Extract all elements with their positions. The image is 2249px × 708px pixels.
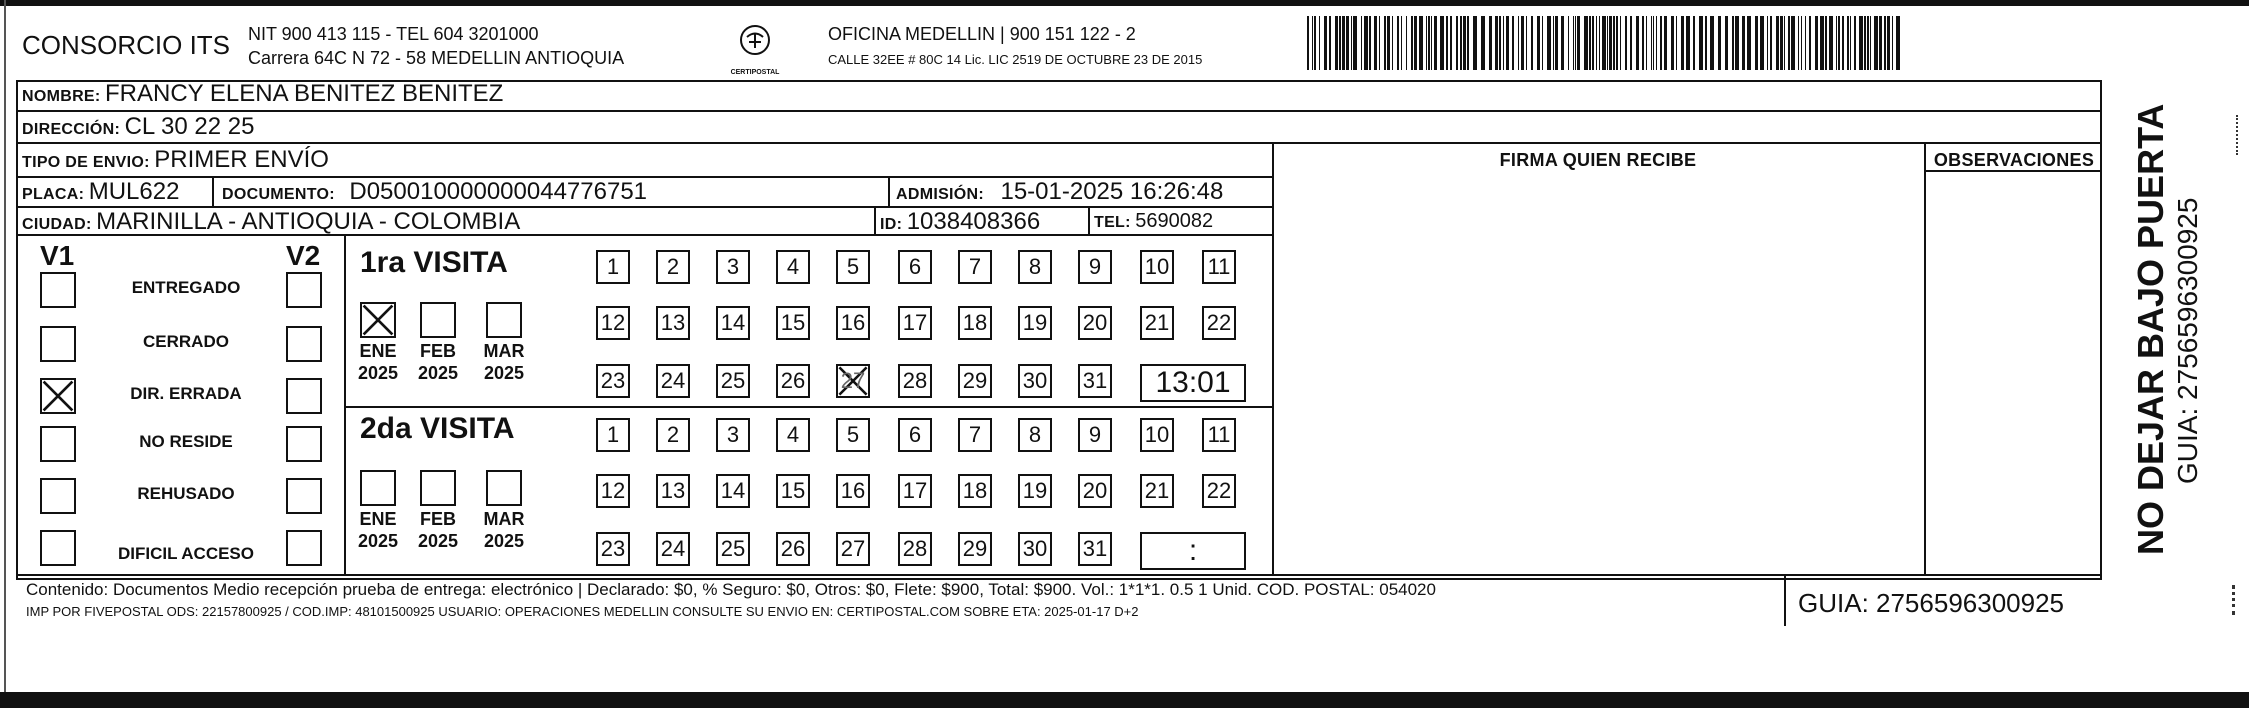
office-line: OFICINA MEDELLIN | 900 151 122 - 2 [828,24,1136,44]
side-mark [2236,115,2244,155]
direccion-row [22,113,254,141]
documento-field [222,178,647,206]
day-box[interactable]: 19 [1018,306,1052,340]
row-line [16,142,2102,144]
barcode-bar [1829,16,1833,70]
day-box[interactable]: 14 [716,474,750,508]
barcode-bar [1870,16,1871,70]
barcode-bar [1463,16,1466,70]
barcode-bar [1392,16,1393,70]
barcode-bar [1401,16,1402,70]
day-box[interactable]: 4 [776,250,810,284]
barcode-bar [1892,16,1893,70]
certipostal-logo [725,22,785,76]
observaciones-label: OBSERVACIONES [1933,150,2095,170]
barcode-bar [1361,16,1362,70]
barcode-bar [1791,16,1795,70]
barcode-bar [1351,16,1352,70]
barcode-bar [1575,16,1576,70]
barcode-bar [1770,16,1772,70]
barcode-bar [1426,16,1427,70]
barcode-bar [1653,16,1654,70]
barcode-bar [1596,16,1597,70]
day-box[interactable]: 9 [1078,250,1112,284]
v2-checkbox[interactable] [286,326,322,362]
barcode-bar [1419,16,1423,70]
status-label: REHUSADO [137,484,235,503]
barcode-bar [1460,16,1462,70]
month-label [414,340,462,384]
status-label: DIFICIL ACCESO [117,544,254,563]
id-label: ID: [880,216,903,233]
month-name: ENE [359,509,397,529]
ciudad-label: CIUDAD: [22,216,92,233]
barcode-bar [1473,16,1477,70]
barcode-bar [1887,16,1890,70]
admision-field [896,178,1223,206]
barcode-bar [1584,16,1588,70]
barcode-bar [1815,16,1818,70]
barcode-bar [1664,16,1667,70]
barcode-bar [1874,16,1878,70]
nombre-label: NOMBRE: [22,88,101,105]
time-field[interactable]: 13:01 [1140,364,1246,402]
barcode-bar [1592,16,1594,70]
barcode-bar [1481,16,1485,70]
day-box[interactable]: 16 [836,306,870,340]
day-box[interactable]: 25 [716,364,750,398]
barcode-bar [1718,16,1721,70]
day-box[interactable]: 1 [596,418,630,452]
day-box[interactable]: 20 [1078,474,1112,508]
day-box[interactable]: 3 [716,418,750,452]
barcode-bar [1607,16,1608,70]
col-line [874,206,876,234]
month-year: 2025 [357,363,399,383]
placa-label: PLACA: [22,186,85,203]
barcode-bar [1314,16,1316,70]
check-mark-icon [40,378,76,419]
month-checkbox[interactable] [486,302,522,338]
tipo-envio-value: PRIMER ENVÍO [154,146,329,173]
month-checkbox[interactable] [486,470,522,506]
barcode-bar [1602,16,1606,70]
day-box[interactable]: 5 [836,250,870,284]
barcode-bar [1374,16,1377,70]
barcode-bar [1798,16,1799,70]
barcode-bar [1542,16,1543,70]
barcode-bar [1879,16,1882,70]
v1-checkbox[interactable] [40,272,76,308]
documento-value: D050010000000044776751 [349,178,648,205]
barcode-bar [1776,16,1779,70]
barcode-bar [1450,16,1452,70]
imp-line: IMP POR FIVEPOSTAL ODS: 22157800925 / COD.IMP: 48101500925 USUARIO: OPERACIONES MEDELLIN CONSULTE SU ENVIO EN: CERTIPOSTAL.COM SOBRE ETA: 2025-01-17 D+2 [26,604,1139,619]
barcode-bar [1859,16,1863,70]
barcode-bar [1467,16,1469,70]
day-box[interactable]: 11 [1202,250,1236,284]
barcode-bar [1847,16,1849,70]
barcode-bar [1896,16,1900,70]
barcode-bar [1456,16,1458,70]
barcode-bar [1384,16,1386,70]
month-label [354,340,402,384]
barcode-bar [1555,16,1558,70]
day-box[interactable]: 15 [776,474,810,508]
day-box[interactable]: 27 [836,364,870,398]
barcode-bar [1353,16,1357,70]
day-box[interactable]: 23 [596,532,630,566]
bottom-edge-band [0,692,2249,708]
barcode-bar [1630,16,1632,70]
barcode-bar [1836,16,1837,70]
day-box[interactable]: 12 [596,474,630,508]
barcode-bar [1577,16,1580,70]
check-mark-icon [360,302,396,343]
day-box[interactable]: 17 [898,306,932,340]
day-box[interactable]: 8 [1018,418,1052,452]
month-name: ENE [359,341,397,361]
month-name: FEB [420,341,456,361]
status-label: DIR. ERRADA [130,384,242,403]
barcode-bar [1854,16,1856,70]
day-box[interactable]: 28 [898,364,932,398]
day-box[interactable]: 5 [836,418,870,452]
first-visit-title: 1ra VISITA [360,246,508,279]
barcode-bar [1676,16,1677,70]
barcode-bar [1414,16,1417,70]
tel-field [1094,210,1213,233]
day-box[interactable]: 13 [656,474,690,508]
day-box[interactable]: 15 [776,306,810,340]
tipo-envio-row [22,146,329,174]
id-field [880,208,1040,236]
day-box[interactable]: 12 [596,306,630,340]
v1-checkbox[interactable] [40,326,76,362]
barcode-bar [1699,16,1703,70]
barcode-bar [1573,16,1574,70]
month-name: MAR [483,509,525,529]
month-label [480,508,528,552]
barcode-bar [1642,16,1644,70]
barcode-bar [1506,16,1509,70]
top-edge-band [0,0,2249,6]
barcode-bar [1339,16,1341,70]
barcode-bar [1319,16,1320,70]
barcode-bar [1553,16,1554,70]
barcode-bar [1725,16,1728,70]
month-checkbox[interactable] [420,302,456,338]
barcode-bar [1518,16,1519,70]
month-checkbox[interactable] [420,470,456,506]
barcode-bar [1867,16,1869,70]
guia-vertical: GUIA: 2756596300925 [2172,197,2203,484]
day-box[interactable]: 10 [1140,418,1174,452]
day-box[interactable]: 4 [776,418,810,452]
day-box[interactable]: 31 [1078,532,1112,566]
barcode-bar [1710,16,1714,70]
second-visit-title: 2da VISITA [360,412,515,445]
firma-label: FIRMA QUIEN RECIBE [1499,150,1697,170]
id-value: 1038408366 [906,208,1041,235]
month-year: 2025 [483,531,525,551]
barcode-bar [1342,16,1345,70]
barcode-bar [1503,16,1504,70]
barcode-bar [1747,16,1751,70]
status-label: CERRADO [143,332,229,351]
v1-checkbox[interactable] [40,426,76,462]
day-box[interactable]: 14 [716,306,750,340]
day-box[interactable]: 1 [596,250,630,284]
col-line [1784,574,1786,626]
no-dejar-notice: NO DEJAR BAJO PUERTA [2130,103,2171,555]
month-name: MAR [483,341,525,361]
v1-header: V1 [40,240,75,271]
barcode-bar [1329,16,1331,70]
side-mark [2232,585,2245,615]
day-box[interactable]: 2 [656,418,690,452]
admision-label: ADMISIÓN: [896,186,985,203]
barcode-bar [1693,16,1695,70]
v1-checkbox[interactable] [40,478,76,514]
barcode-bar [1625,16,1627,70]
barcode-bar [1732,16,1734,70]
barcode-bar [1842,16,1844,70]
day-box[interactable]: 21 [1140,474,1174,508]
barcode-bar [1705,16,1707,70]
barcode-bar [1312,16,1313,70]
company-name: CONSORCIO ITS [22,30,231,60]
barcode-bar [1780,16,1783,70]
v2-header: V2 [286,240,321,271]
day-box[interactable]: 8 [1018,250,1052,284]
barcode-bar [1431,16,1432,70]
month-year: 2025 [417,531,459,551]
barcode-bar [1735,16,1739,70]
col-line [888,176,890,206]
barcode-bar [1537,16,1540,70]
day-box[interactable]: 10 [1140,250,1174,284]
day-box[interactable]: 9 [1078,418,1112,452]
left-edge-line [4,0,6,692]
direccion-value: CL 30 22 25 [124,113,255,140]
barcode-bar [1801,16,1802,70]
barcode-bar [1820,16,1824,70]
tel-value: 5690082 [1135,210,1214,232]
day-box[interactable]: 21 [1140,306,1174,340]
day-box[interactable]: 2 [656,250,690,284]
day-box[interactable]: 30 [1018,364,1052,398]
ciudad-value: MARINILLA - ANTIOQUIA - COLOMBIA [96,208,521,235]
certipostal-logo-text: CERTIPOSTAL [730,69,780,76]
day-box[interactable]: 22 [1202,474,1236,508]
v2-checkbox[interactable] [286,426,322,462]
day-box[interactable]: 29 [958,532,992,566]
day-box[interactable]: 31 [1078,364,1112,398]
v1-checkbox[interactable] [40,378,76,414]
status-label: ENTREGADO [131,278,241,297]
month-label [414,508,462,552]
barcode-bar [1850,16,1851,70]
barcode-bar [1686,16,1690,70]
barcode-bar [1884,16,1886,70]
nombre-value: FRANCY ELENA BENITEZ BENITEZ [105,80,504,107]
v2-checkbox[interactable] [286,478,322,514]
day-box[interactable]: 11 [1202,418,1236,452]
barcode-bar [1521,16,1524,70]
nit-line: NIT 900 413 115 - TEL 604 3201000 [248,24,539,44]
admision-value: 15-01-2025 16:26:48 [1000,178,1224,205]
row-line [16,574,2102,576]
barcode-bar [1364,16,1368,70]
barcode-bar [1671,16,1674,70]
barcode-bar [1636,16,1639,70]
day-box[interactable]: 30 [1018,532,1052,566]
barcode-bar [1651,16,1652,70]
barcode-bar [1428,16,1430,70]
barcode-bar [1369,16,1371,70]
barcode-bar [1767,16,1768,70]
barcode [1307,16,1907,70]
barcode-bar [1307,16,1309,70]
barcode-bar [1809,16,1811,70]
barcode-bar [1561,16,1564,70]
barcode-bar [1346,16,1349,70]
barcode-bar [1446,16,1448,70]
barcode-bar [1660,16,1662,70]
barcode-bar [1495,16,1498,70]
barcode-bar [1755,16,1758,70]
col-line [344,236,346,574]
barcode-bar [1499,16,1501,70]
license-line: CALLE 32EE # 80C 14 Lic. LIC 2519 DE OCTUBRE 23 DE 2015 [828,52,1203,67]
address-line: Carrera 64C N 72 - 58 MEDELLIN ANTIOQUIA [248,48,625,68]
barcode-bar [1335,16,1338,70]
barcode-bar [1489,16,1492,70]
barcode-bar [1646,16,1647,70]
barcode-bar [1784,16,1785,70]
month-year: 2025 [357,531,399,551]
day-box[interactable]: 26 [776,532,810,566]
barcode-bar [1589,16,1591,70]
day-box[interactable]: 26 [776,364,810,398]
barcode-bar [1805,16,1806,70]
day-box[interactable]: 29 [958,364,992,398]
barcode-bar [1788,16,1790,70]
month-year: 2025 [417,363,459,383]
day-box[interactable]: 28 [898,532,932,566]
documento-label: DOCUMENTO: [222,186,335,203]
barcode-bar [1411,16,1413,70]
barcode-bar [1620,16,1621,70]
day-box[interactable]: 17 [898,474,932,508]
tipo-envio-label: TIPO DE ENVIO: [22,154,150,171]
v1-checkbox[interactable] [40,530,76,566]
barcode-bar [1406,16,1407,70]
day-box[interactable]: 19 [1018,474,1052,508]
barcode-bar [1599,16,1600,70]
barcode-bar [1379,16,1380,70]
v2-checkbox[interactable] [286,272,322,308]
month-label [354,508,402,552]
day-box[interactable]: 13 [656,306,690,340]
v2-checkbox[interactable] [286,378,322,414]
barcode-bar [1742,16,1745,70]
placa-value: MUL622 [88,178,180,205]
day-box[interactable]: 7 [958,250,992,284]
day-box[interactable]: 24 [656,532,690,566]
day-box[interactable]: 27 [836,532,870,566]
v2-checkbox[interactable] [286,530,322,566]
month-checkbox[interactable] [360,470,396,506]
day-box[interactable]: 23 [596,364,630,398]
barcode-bar [1526,16,1527,70]
barcode-bar [1440,16,1444,70]
month-year: 2025 [483,363,525,383]
status-label: NO RESIDE [139,432,233,451]
barcode-bar [1838,16,1840,70]
contenido-line: Contenido: Documentos Medio recepción prueba de entrega: electrónico | Declarado: $0, % Seguro: $0, Otros: $0, Flete: $900, Total: $900. Vol.: 1*1*1. 0.5 1 Unid. COD. POSTAL: 054020 [26,580,1436,599]
barcode-bar [1656,16,1657,70]
barcode-bar [1397,16,1399,70]
col-line [1088,206,1090,234]
barcode-bar [1512,16,1514,70]
barcode-bar [1547,16,1551,70]
barcode-bar [1387,16,1390,70]
barcode-bar [1568,16,1569,70]
day-box[interactable]: 6 [898,250,932,284]
col-line [212,176,214,206]
nombre-row [22,80,503,108]
tel-label: TEL: [1094,214,1131,231]
guia-footer: GUIA: 2756596300925 [1798,588,2064,618]
time-field[interactable]: : [1140,532,1246,570]
month-label [480,340,528,384]
day-box[interactable]: 6 [898,418,932,452]
month-name: FEB [420,509,456,529]
direccion-label: DIRECCIÓN: [22,121,121,138]
day-box[interactable]: 16 [836,474,870,508]
day-box[interactable]: 18 [958,474,992,508]
barcode-bar [1864,16,1866,70]
barcode-bar [1613,16,1615,70]
barcode-bar [1760,16,1764,70]
day-box[interactable]: 3 [716,250,750,284]
barcode-bar [1681,16,1684,70]
col-line [1272,142,1274,574]
placa-field [22,178,179,206]
day-box[interactable]: 18 [958,306,992,340]
day-box[interactable]: 22 [1202,306,1236,340]
row-line [16,110,2102,112]
barcode-bar [1609,16,1612,70]
col-line [1924,142,1926,574]
barcode-bar [1825,16,1827,70]
day-box[interactable]: 24 [656,364,690,398]
day-box[interactable]: 20 [1078,306,1112,340]
barcode-bar [1531,16,1533,70]
month-checkbox[interactable] [360,302,396,338]
ciudad-field [22,208,520,236]
row-line [344,406,1272,408]
barcode-bar [1616,16,1618,70]
day-box[interactable]: 25 [716,532,750,566]
barcode-bar [1324,16,1327,70]
barcode-bar [1434,16,1437,70]
day-box[interactable]: 7 [958,418,992,452]
